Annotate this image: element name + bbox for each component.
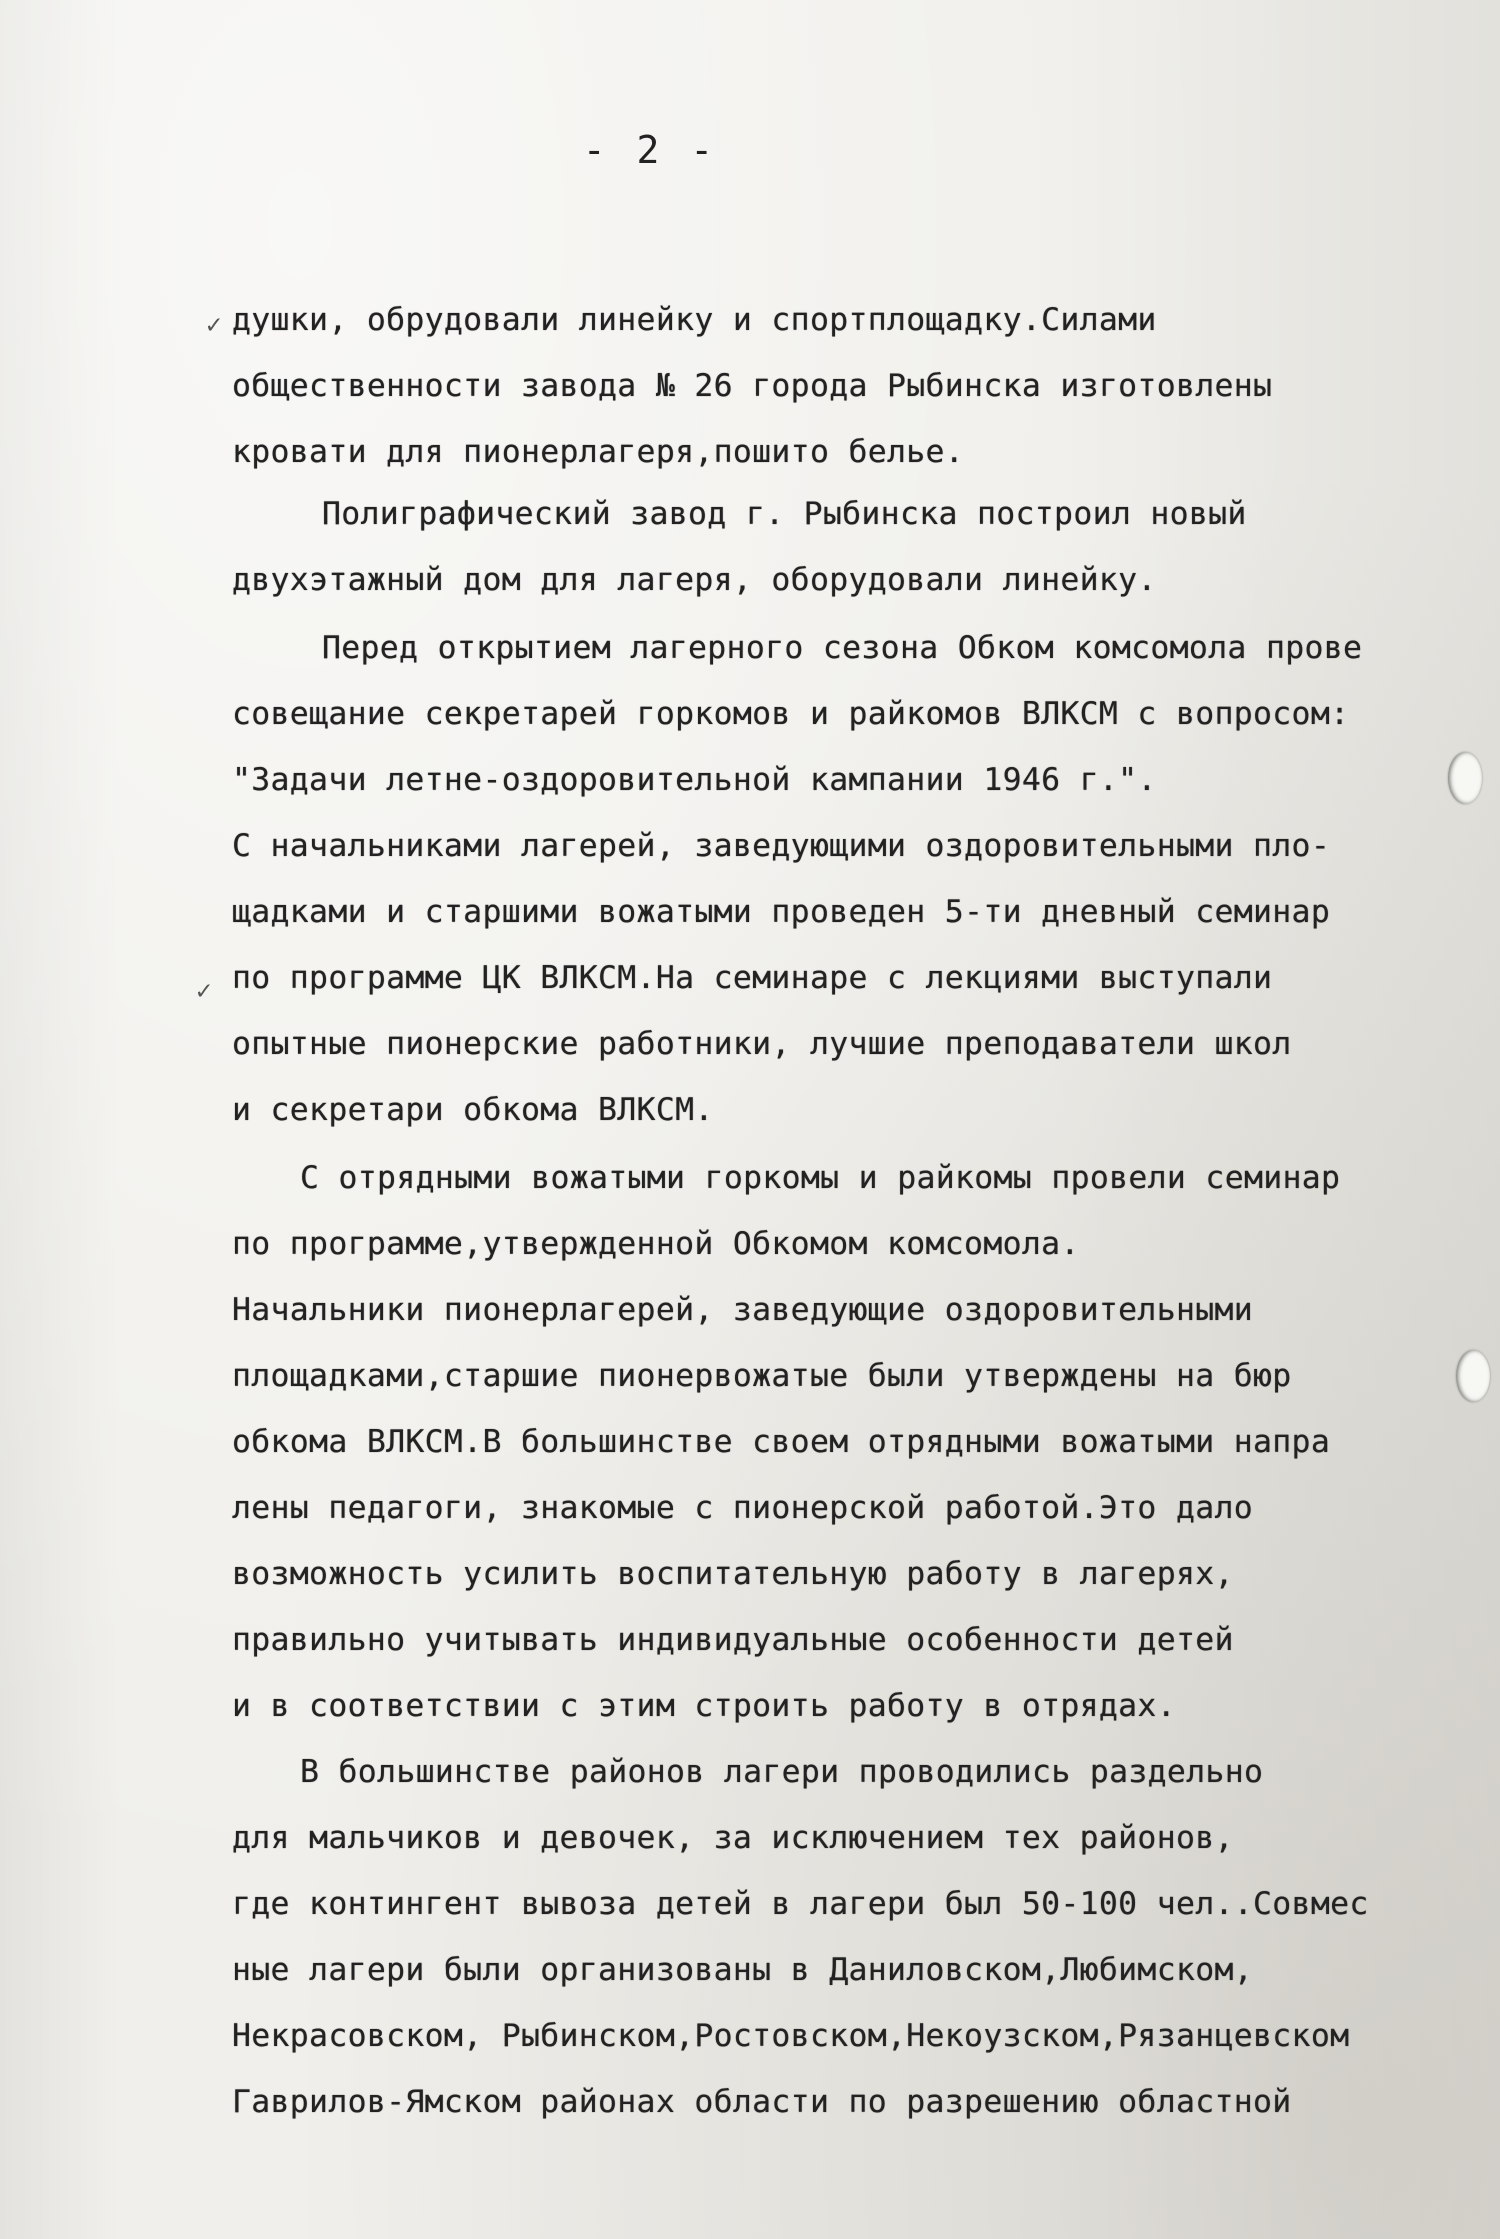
text-line: душки, обрудовали линейку и спортплощадку.Силами: [232, 302, 1157, 338]
text-line: совещание секретарей горкомов и райкомов ВЛКСМ с вопросом:: [232, 696, 1350, 732]
text-line: обкома ВЛКСМ.В большинстве своем отрядными вожатыми напра: [232, 1424, 1331, 1460]
punch-hole: [1456, 1350, 1490, 1402]
text-line: С отрядными вожатыми горкомы и райкомы провели семинар: [300, 1160, 1341, 1196]
punch-hole: [1448, 752, 1482, 804]
text-line: и в соответствии с этим строить работу в отрядах.: [232, 1688, 1176, 1724]
text-line: правильно учитывать индивидуальные особенности детей: [232, 1622, 1234, 1658]
text-line: Начальники пионерлагерей, заведующие оздоровительными: [232, 1292, 1254, 1328]
text-line: и секретари обкома ВЛКСМ.: [232, 1092, 714, 1128]
text-line: Некрасовском, Рыбинском,Ростовском,Некоузском,Рязанцевском: [232, 2018, 1350, 2054]
text-line: ные лагери были организованы в Даниловском,Любимском,: [232, 1952, 1254, 1988]
text-line: лены педагоги, знакомые с пионерской работой.Это дало: [232, 1490, 1254, 1526]
text-line: Гаврилов-Ямском районах области по разрешению областной: [232, 2084, 1292, 2120]
text-line: для мальчиков и девочек, за исключением тех районов,: [232, 1820, 1234, 1856]
text-line: возможность усилить воспитательную работу в лагерях,: [232, 1556, 1234, 1592]
text-line: где контингент вывоза детей в лагери был 50-100 чел..Совмес: [232, 1886, 1369, 1922]
text-line: щадками и старшими вожатыми проведен 5-ти дневный семинар: [232, 894, 1331, 930]
text-line: "Задачи летне-оздоровительной кампании 1946 г.".: [232, 762, 1157, 798]
text-line: общественности завода № 26 города Рыбинска изготовлены: [232, 368, 1273, 404]
text-line: Полиграфический завод г. Рыбинска построил новый: [322, 496, 1247, 532]
text-line: площадками,старшие пионервожатые были утверждены на бюр: [232, 1358, 1292, 1394]
page-number: - 2 -: [582, 128, 718, 172]
text-line: опытные пионерские работники, лучшие преподаватели школ: [232, 1026, 1292, 1062]
text-line: кровати для пионерлагеря,пошито белье.: [232, 434, 965, 470]
text-line: В большинстве районов лагери проводились раздельно: [300, 1754, 1264, 1790]
margin-tick-mark: ✓: [196, 976, 212, 1006]
text-line: С начальниками лагерей, заведующими оздоровительными пло-: [232, 828, 1331, 864]
text-line: двухэтажный дом для лагеря, оборудовали линейку.: [232, 562, 1157, 598]
text-line: по программе,утвержденной Обкомом комсомола.: [232, 1226, 1080, 1262]
margin-tick-mark: ✓: [206, 310, 222, 340]
text-line: Перед открытием лагерного сезона Обком комсомола прове: [322, 630, 1363, 666]
text-line: по программе ЦК ВЛКСМ.На семинаре с лекциями выступали: [232, 960, 1273, 996]
